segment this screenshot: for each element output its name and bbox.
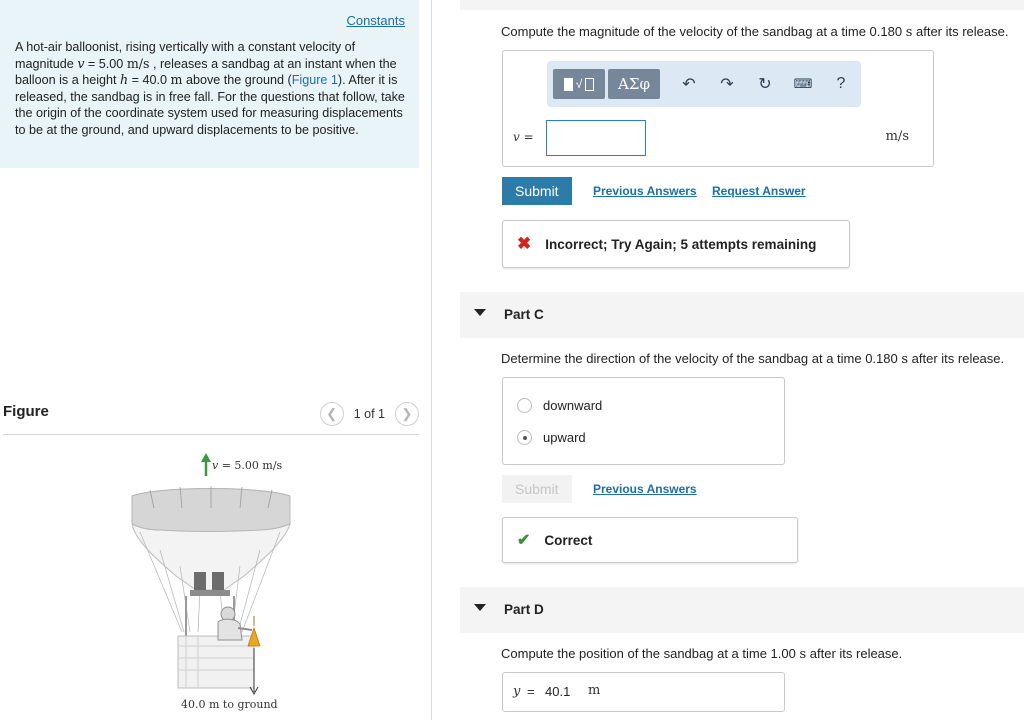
part-c-feedback (502, 517, 798, 563)
intro-text-4: ). After it is released, the sandbag is in free fall. For the questions that follow, take the origin of the coordinate system used for measuring displacements to be at the ground, and upward displacements to be positive. (15, 73, 405, 137)
choice-downward[interactable] (517, 398, 602, 413)
constants-link[interactable]: Constants (346, 13, 405, 28)
request-answer-link[interactable]: Request Answer (712, 184, 806, 198)
chevron-left-icon[interactable]: ❮ (320, 402, 344, 426)
problem-intro (0, 0, 419, 168)
choice-upward[interactable] (517, 430, 586, 445)
part-d-question (501, 646, 902, 662)
part-c-question-unit: s (901, 352, 909, 367)
redo-icon[interactable]: ↷ (720, 76, 734, 93)
position-unit: m (588, 683, 601, 698)
part-c-question (501, 351, 1004, 367)
velocity-label: v = 5.00 m/s (212, 459, 283, 472)
undo-icon[interactable]: ↶ (682, 76, 696, 93)
help-icon[interactable]: ? (836, 75, 846, 92)
greek-symbols-button[interactable]: ΑΣφ (608, 69, 660, 99)
problem-statement (15, 39, 410, 139)
unit-v: m/s (126, 55, 150, 71)
part-c-header[interactable] (460, 292, 1024, 338)
balloon-envelope (132, 486, 290, 590)
velocity-input[interactable] (546, 120, 646, 156)
fraction-root-template-icon[interactable] (553, 69, 605, 99)
radio-downward[interactable] (517, 398, 532, 413)
part-c-question-text: Determine the direction of the velocity of the sandbag at a time 0.180 (501, 351, 902, 366)
part-b-feedback-text: Incorrect; Try Again; 5 attempts remaining (545, 236, 817, 252)
unit-h: m (170, 72, 183, 88)
part-c-previous-answers-link[interactable]: Previous Answers (593, 482, 697, 496)
var-h: h (120, 72, 129, 88)
balloon-figure (120, 450, 300, 718)
root-icon: √ (575, 77, 583, 91)
reset-icon[interactable]: ↻ (758, 76, 772, 93)
choice-upward-label: upward (543, 430, 586, 445)
velocity-input-label: v = (513, 130, 534, 144)
figure-pager (320, 401, 419, 427)
part-b-question (501, 24, 1008, 40)
intro-text-2: , releases a sandbag at an instant when the balloon is a height (15, 56, 397, 88)
answer-panel (460, 0, 1024, 720)
position-input-label: y (513, 684, 521, 699)
part-d-question-text: Compute the position of the sandbag at a time 1.00 (501, 646, 800, 661)
top-band (460, 0, 1024, 10)
part-c-choices (502, 377, 785, 465)
ground-label: 40.0 m to ground (181, 698, 278, 711)
part-b-question-text: Compute the magnitude of the velocity of the sandbag at a time 0.180 (501, 24, 906, 39)
figure-link[interactable]: Figure 1 (291, 73, 338, 88)
var-v: v (77, 55, 85, 71)
part-d-answer-box (502, 672, 785, 712)
basket (178, 596, 254, 688)
keyboard-icon[interactable]: ⌨ (793, 76, 813, 91)
velocity-unit: m/s (885, 129, 909, 144)
part-d-title: Part D (504, 602, 544, 617)
template-box-icon (585, 78, 594, 91)
caret-down-icon (474, 309, 486, 316)
caret-down-icon (474, 604, 486, 611)
sandbag-icon (248, 616, 260, 646)
incorrect-x-icon: ✖ (517, 234, 532, 253)
part-c-question-tail: after its release. (908, 351, 1005, 366)
chevron-right-icon[interactable]: ❯ (395, 402, 419, 426)
part-c-feedback-text: Correct (544, 532, 593, 548)
figure-header (3, 401, 419, 435)
position-value[interactable]: 40.1 (545, 684, 571, 699)
part-c-title: Part C (504, 307, 544, 322)
intro-text-3: above the ground ( (182, 73, 292, 88)
figure-title: Figure (3, 403, 49, 420)
part-d-question-unit: s (799, 647, 807, 662)
intro-text-1: A hot-air balloonist, rising vertically with a constant velocity of magnitude (15, 40, 356, 71)
choice-downward-label: downward (543, 398, 603, 413)
template-square-icon (564, 78, 573, 91)
part-c-submit-button[interactable]: Submit (502, 475, 572, 503)
part-b-feedback (502, 220, 850, 268)
part-b-question-tail: after its release. (912, 24, 1009, 39)
part-d-header[interactable] (460, 587, 1024, 633)
part-b-question-unit: s (905, 25, 913, 40)
velocity-arrow-icon (201, 453, 211, 476)
part-b-previous-answers-link[interactable]: Previous Answers (593, 184, 697, 198)
eq-v: = 5.00 (84, 56, 127, 71)
balloonist-figure (218, 607, 252, 640)
pager-text: 1 of 1 (353, 407, 385, 421)
part-b-answer-box (502, 50, 934, 167)
eq-h: = 40.0 (128, 73, 171, 88)
correct-check-icon: ✔ (517, 532, 531, 549)
problem-panel (0, 0, 432, 720)
part-b-submit-button[interactable]: Submit (502, 177, 572, 205)
math-toolbar (547, 61, 861, 107)
part-d-question-tail: after its release. (806, 646, 903, 661)
radio-upward[interactable] (517, 430, 532, 445)
position-equals: = (527, 684, 535, 699)
